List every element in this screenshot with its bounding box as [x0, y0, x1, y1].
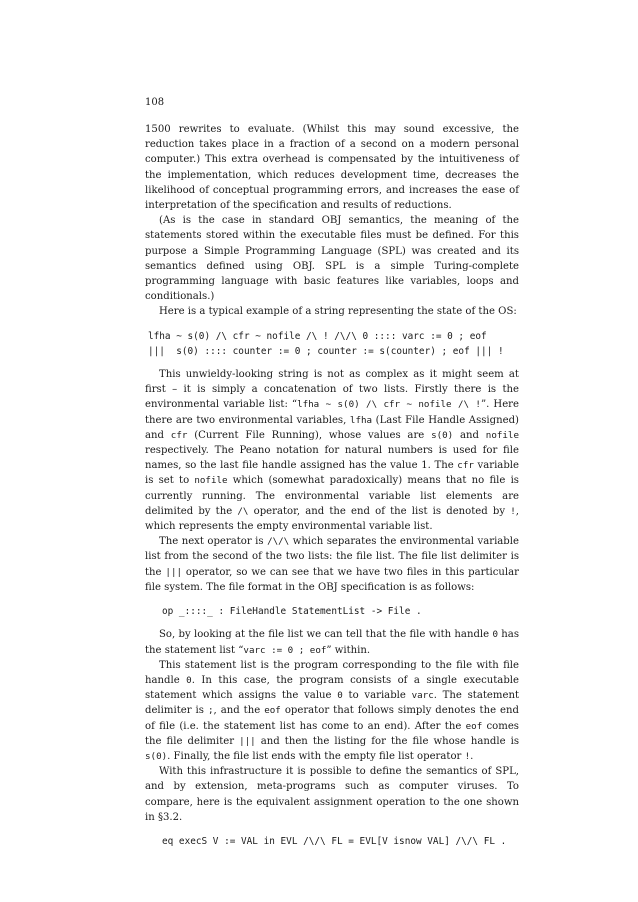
- page-body: [145, 122, 519, 857]
- code-block-os-state: [148, 329, 519, 359]
- paragraph-infrastructure: With this infrastructure it is possible to define the semantics of SPL, and by extension, meta-programs such as computer viruses. To compare, here is the equivalent assignment operation to the one shown in §3.2.: [145, 766, 519, 823]
- paragraph-env-list: This unwieldy-looking string is not as complex as it might seem at first – it is simply a concatenation of two lists. Firstly there is the environmental variable list: “lfha ~ s(0) /\ cfr ~ nofile /\ !”. Here there are two environmental variables, lfha (Last File Handle Assigned) and cfr (Current File Running), whose values are s(0) and nofile respectively. The Peano notation for natural numbers is used for file names, so the last file handle assigned has the value 1. The cfr variable is set to nofile which (somewhat paradoxically) means that no file is currently running. The environmental variable list elements are delimited by the /\ operator, and the end of the list is denoted by !, which represents the empty environmental variable list.: [145, 369, 519, 533]
- code-line: ||| s(0) :::: counter := 0 ; counter := s(counter) ; eof ||| !: [148, 345, 504, 357]
- code-line: eq execS V := VAL in EVL /\/\ FL = EVL[V isnow VAL] /\/\ FL .: [162, 835, 507, 847]
- paragraph-rewrites: 1500 rewrites to evaluate. (Whilst this may sound excessive, the reduction takes place in a fraction of a second on a modern personal computer.) This extra overhead is compensated by the intuitiveness of the implementation, which reduces development time, decreases the likelihood of conceptual programming errors, and increases the ease of interpretation of the specification and results of reductions.: [145, 124, 519, 212]
- code-line: lfha ~ s(0) /\ cfr ~ nofile /\ ! /\/\ 0 :::: varc := 0 ; eof: [148, 330, 487, 342]
- code-block-execs: [162, 834, 519, 849]
- code-line: op _::::_ : FileHandle StatementList -> File .: [162, 606, 422, 618]
- paragraph-example-intro: Here is a typical example of a string representing the state of the OS:: [159, 306, 517, 318]
- paragraph-file-handle: So, by looking at the file list we can tell that the file with handle 0 has the statement list “varc := 0 ; eof” within.: [145, 629, 519, 656]
- page-number: 108: [145, 97, 165, 108]
- paragraph-spl-intro: (As is the case in standard OBJ semantics, the meaning of the statements stored within the executable files must be defined. For this purpose a Simple Programming Language (SPL) was created and its semantics defined using OBJ. SPL is a simple Turing-complete programming language with basic features like variables, loops and conditionals.): [145, 215, 519, 303]
- code-block-file-op: [162, 604, 519, 619]
- paragraph-file-list: The next operator is /\/\ which separates the environmental variable list from the second of the two lists: the file list. The file list delimiter is the ||| operator, so we can see that we have two files in this particular file system. The file format in the OBJ specification is as follows:: [145, 536, 519, 593]
- paragraph-statement-list: This statement list is the program corresponding to the file with file handle 0. In this case, the program consists of a single executable statement which assigns the value 0 to variable varc. The statement delimiter is ;, and the eof operator that follows simply denotes the end of file (i.e. the statement list has come to an end). After the eof comes the file delimiter ||| and then the listing for the file whose handle is s(0). Finally, the file list ends with the empty file list operator !.: [145, 659, 520, 762]
